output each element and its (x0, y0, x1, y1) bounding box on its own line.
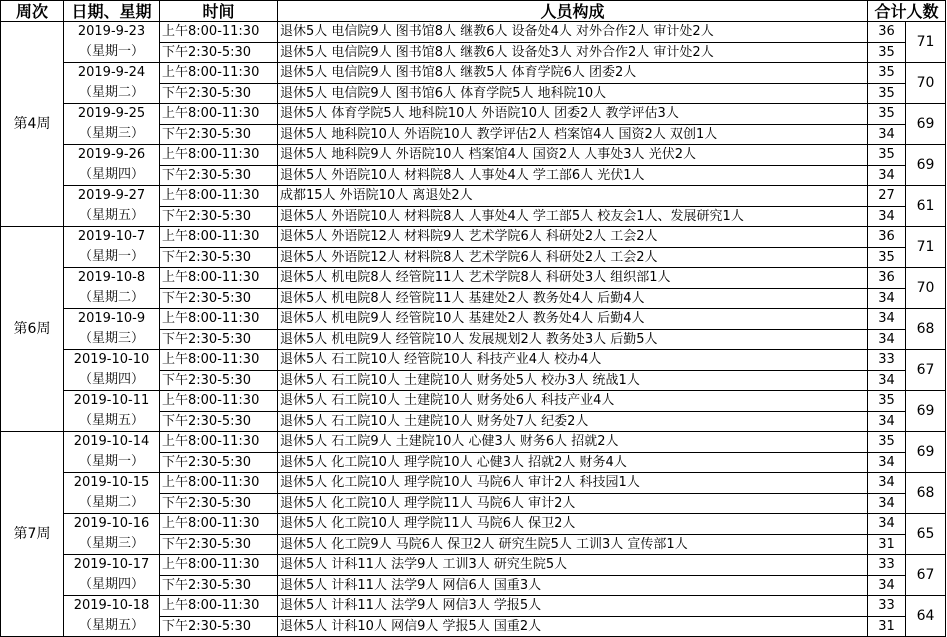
session-count: 34 (868, 124, 906, 145)
date-cell (64, 22, 160, 63)
composition-cell: 退休5人 体育学院5人 地科院10人 外语院10人 团委2人 教学评估3人 (278, 104, 868, 125)
table-row (1, 350, 946, 371)
composition-cell: 退休5人 机电院9人 经管院10人 基建处2人 教务处4人 后勤4人 (278, 309, 868, 330)
day-total: 71 (906, 22, 946, 63)
table-row (1, 104, 946, 125)
time-cell: 上午8:00-11:30 (160, 227, 278, 248)
table-row (1, 145, 946, 166)
time-cell: 上午8:00-11:30 (160, 63, 278, 84)
weekday-text: （星期三） (78, 331, 144, 346)
table-row (1, 22, 946, 43)
date-text: 2019-9-24 (77, 65, 146, 80)
week-label: 第7周 (1, 432, 64, 637)
week-label: 第6周 (1, 227, 64, 432)
time-cell: 下午2:30-5:30 (160, 534, 278, 555)
table-row (1, 268, 946, 289)
day-total: 70 (906, 268, 946, 309)
day-total: 69 (906, 432, 946, 473)
time-cell: 上午8:00-11:30 (160, 596, 278, 617)
date-cell (64, 268, 160, 309)
session-count: 27 (868, 186, 906, 207)
time-cell: 上午8:00-11:30 (160, 350, 278, 371)
date-text: 2019-9-25 (77, 106, 146, 121)
composition-cell: 退休5人 外语院12人 材料院8人 艺术学院6人 科研处2人 工会2人 (278, 247, 868, 268)
weekday-text: （星期五） (78, 618, 144, 633)
weekday-text: （星期一） (78, 454, 144, 469)
day-total: 71 (906, 227, 946, 268)
weekday-text: （星期四） (78, 167, 144, 182)
date-text: 2019-10-9 (77, 311, 146, 326)
table-row (1, 63, 946, 84)
date-cell (64, 596, 160, 637)
composition-cell: 退休5人 计科10人 网信9人 学报5人 国重2人 (278, 616, 868, 637)
date-cell (64, 555, 160, 596)
table-row (1, 555, 946, 576)
session-count: 35 (868, 145, 906, 166)
time-cell: 下午2:30-5:30 (160, 247, 278, 268)
date-text: 2019-9-27 (77, 188, 146, 203)
composition-cell: 退休5人 石工院10人 土建院10人 财务处7人 纪委2人 (278, 411, 868, 432)
session-count: 35 (868, 63, 906, 84)
table-row (1, 391, 946, 412)
date-text: 2019-10-18 (73, 598, 150, 613)
weekday-text: （星期一） (78, 249, 144, 264)
time-cell: 下午2:30-5:30 (160, 42, 278, 63)
time-cell: 下午2:30-5:30 (160, 288, 278, 309)
table-row (1, 186, 946, 207)
table-row (1, 596, 946, 617)
time-cell: 下午2:30-5:30 (160, 575, 278, 596)
date-text: 2019-10-14 (73, 434, 150, 449)
weekday-text: （星期四） (78, 372, 144, 387)
time-cell: 下午2:30-5:30 (160, 206, 278, 227)
session-count: 35 (868, 42, 906, 63)
time-cell: 下午2:30-5:30 (160, 370, 278, 391)
session-count: 36 (868, 227, 906, 248)
session-count: 33 (868, 350, 906, 371)
time-cell: 下午2:30-5:30 (160, 493, 278, 514)
date-cell (64, 514, 160, 555)
composition-cell: 退休5人 化工院10人 理学院10人 马院6人 审计2人 科技园1人 (278, 473, 868, 494)
table-row (1, 432, 946, 453)
table-row (1, 514, 946, 535)
composition-cell: 退休5人 外语院10人 材料院8人 人事处4人 学工部5人 校友会1人、发展研究1人 (278, 206, 868, 227)
session-count: 34 (868, 206, 906, 227)
weekday-text: （星期四） (78, 577, 144, 592)
day-total: 69 (906, 145, 946, 186)
date-text: 2019-10-10 (73, 352, 150, 367)
time-cell: 上午8:00-11:30 (160, 186, 278, 207)
date-cell (64, 104, 160, 145)
day-total: 67 (906, 350, 946, 391)
composition-cell: 退休5人 外语院12人 材料院9人 艺术学院6人 科研处2人 工会2人 (278, 227, 868, 248)
time-cell: 上午8:00-11:30 (160, 104, 278, 125)
header-date: 日期、星期 (64, 1, 160, 22)
composition-cell: 退休5人 化工院10人 理学院11人 马院6人 审计2人 (278, 493, 868, 514)
composition-cell: 退休5人 电信院9人 图书馆8人 继教6人 设备处4人 对外合作2人 审计处2人 (278, 22, 868, 43)
composition-cell: 退休5人 石工院9人 土建院10人 心健3人 财务6人 招就2人 (278, 432, 868, 453)
header-total: 合计人数 (868, 1, 946, 22)
date-cell (64, 227, 160, 268)
composition-cell: 退休5人 化工院10人 理学院10人 心健3人 招就2人 财务4人 (278, 452, 868, 473)
date-cell (64, 63, 160, 104)
date-text: 2019-10-7 (77, 229, 146, 244)
time-cell: 上午8:00-11:30 (160, 473, 278, 494)
time-cell: 上午8:00-11:30 (160, 514, 278, 535)
session-count: 31 (868, 616, 906, 637)
date-text: 2019-9-26 (77, 147, 146, 162)
composition-cell: 退休5人 石工院10人 土建院10人 财务处6人 科技产业4人 (278, 391, 868, 412)
session-count: 33 (868, 596, 906, 617)
time-cell: 下午2:30-5:30 (160, 452, 278, 473)
date-cell (64, 391, 160, 432)
day-total: 61 (906, 186, 946, 227)
weekday-text: （星期五） (78, 413, 144, 428)
schedule-body (1, 22, 946, 637)
session-count: 34 (868, 309, 906, 330)
day-total: 64 (906, 596, 946, 637)
composition-cell: 退休5人 外语院10人 材料院8人 人事处4人 学工部6人 光伏1人 (278, 165, 868, 186)
date-text: 2019-10-17 (73, 557, 150, 572)
session-count: 31 (868, 534, 906, 555)
header-time: 时间 (160, 1, 278, 22)
composition-cell: 退休5人 机电院8人 经管院11人 艺术学院8人 科研处3人 组织部1人 (278, 268, 868, 289)
weekday-text: （星期三） (78, 126, 144, 141)
date-cell (64, 350, 160, 391)
time-cell: 下午2:30-5:30 (160, 83, 278, 104)
weekday-text: （星期二） (78, 85, 144, 100)
composition-cell: 退休5人 电信院9人 图书馆8人 继教5人 体育学院6人 团委2人 (278, 63, 868, 84)
session-count: 34 (868, 288, 906, 309)
time-cell: 下午2:30-5:30 (160, 411, 278, 432)
table-row (1, 309, 946, 330)
session-count: 34 (868, 473, 906, 494)
date-text: 2019-9-23 (77, 24, 146, 39)
header-week: 周次 (1, 1, 64, 22)
composition-cell: 退休5人 电信院9人 图书馆8人 继教6人 设备处3人 对外合作2人 审计处2人 (278, 42, 868, 63)
time-cell: 下午2:30-5:30 (160, 124, 278, 145)
time-cell: 上午8:00-11:30 (160, 432, 278, 453)
composition-cell: 成都15人 外语院10人 离退处2人 (278, 186, 868, 207)
day-total: 69 (906, 391, 946, 432)
table-row (1, 227, 946, 248)
weekday-text: （星期二） (78, 495, 144, 510)
date-text: 2019-10-8 (77, 270, 146, 285)
time-cell: 上午8:00-11:30 (160, 309, 278, 330)
weekday-text: （星期二） (78, 290, 144, 305)
session-count: 34 (868, 165, 906, 186)
weekday-text: （星期三） (78, 536, 144, 551)
day-total: 67 (906, 555, 946, 596)
week-label: 第4周 (1, 22, 64, 227)
composition-cell: 退休5人 计科11人 法学9人 网信6人 国重3人 (278, 575, 868, 596)
composition-cell: 退休5人 机电院8人 经管院11人 基建处2人 教务处4人 后勤4人 (278, 288, 868, 309)
composition-cell: 退休5人 机电院9人 经管院10人 发展规划2人 教务处3人 后勤5人 (278, 329, 868, 350)
session-count: 34 (868, 411, 906, 432)
session-count: 34 (868, 493, 906, 514)
date-cell (64, 309, 160, 350)
time-cell: 下午2:30-5:30 (160, 329, 278, 350)
time-cell: 上午8:00-11:30 (160, 268, 278, 289)
session-count: 35 (868, 83, 906, 104)
day-total: 69 (906, 104, 946, 145)
day-total: 65 (906, 514, 946, 555)
day-total: 70 (906, 63, 946, 104)
composition-cell: 退休5人 地科院9人 外语院10人 档案馆4人 国资2人 人事处3人 光伏2人 (278, 145, 868, 166)
composition-cell: 退休5人 化工院9人 马院6人 保卫2人 研究生院5人 工训3人 宣传部1人 (278, 534, 868, 555)
table-row (1, 473, 946, 494)
date-cell (64, 432, 160, 473)
date-cell (64, 186, 160, 227)
session-count: 34 (868, 575, 906, 596)
composition-cell: 退休5人 电信院9人 图书馆6人 体育学院5人 地科院10人 (278, 83, 868, 104)
session-count: 34 (868, 329, 906, 350)
session-count: 34 (868, 514, 906, 535)
session-count: 35 (868, 247, 906, 268)
session-count: 34 (868, 370, 906, 391)
time-cell: 上午8:00-11:30 (160, 391, 278, 412)
composition-cell: 退休5人 石工院10人 土建院10人 财务处5人 校办3人 统战1人 (278, 370, 868, 391)
session-count: 36 (868, 22, 906, 43)
date-text: 2019-10-11 (73, 393, 150, 408)
day-total: 68 (906, 473, 946, 514)
time-cell: 上午8:00-11:30 (160, 145, 278, 166)
header-composition: 人员构成 (278, 1, 868, 22)
date-text: 2019-10-15 (73, 475, 150, 490)
weekday-text: （星期五） (78, 208, 144, 223)
date-text: 2019-10-16 (73, 516, 150, 531)
composition-cell: 退休5人 石工院10人 经管院10人 科技产业4人 校办4人 (278, 350, 868, 371)
day-total: 68 (906, 309, 946, 350)
session-count: 35 (868, 391, 906, 412)
composition-cell: 退休5人 地科院10人 外语院10人 教学评估2人 档案馆4人 国资2人 双创1人 (278, 124, 868, 145)
time-cell: 上午8:00-11:30 (160, 22, 278, 43)
time-cell: 下午2:30-5:30 (160, 616, 278, 637)
composition-cell: 退休5人 计科11人 法学9人 工训3人 研究生院5人 (278, 555, 868, 576)
time-cell: 下午2:30-5:30 (160, 165, 278, 186)
composition-cell: 退休5人 计科11人 法学9人 网信3人 学报5人 (278, 596, 868, 617)
weekday-text: （星期一） (78, 44, 144, 59)
session-count: 33 (868, 555, 906, 576)
composition-cell: 退休5人 化工院10人 理学院11人 马院6人 保卫2人 (278, 514, 868, 535)
session-count: 34 (868, 452, 906, 473)
date-cell (64, 145, 160, 186)
header-row (1, 1, 946, 22)
time-cell: 上午8:00-11:30 (160, 555, 278, 576)
date-cell (64, 473, 160, 514)
session-count: 36 (868, 268, 906, 289)
session-count: 35 (868, 104, 906, 125)
session-count: 35 (868, 432, 906, 453)
